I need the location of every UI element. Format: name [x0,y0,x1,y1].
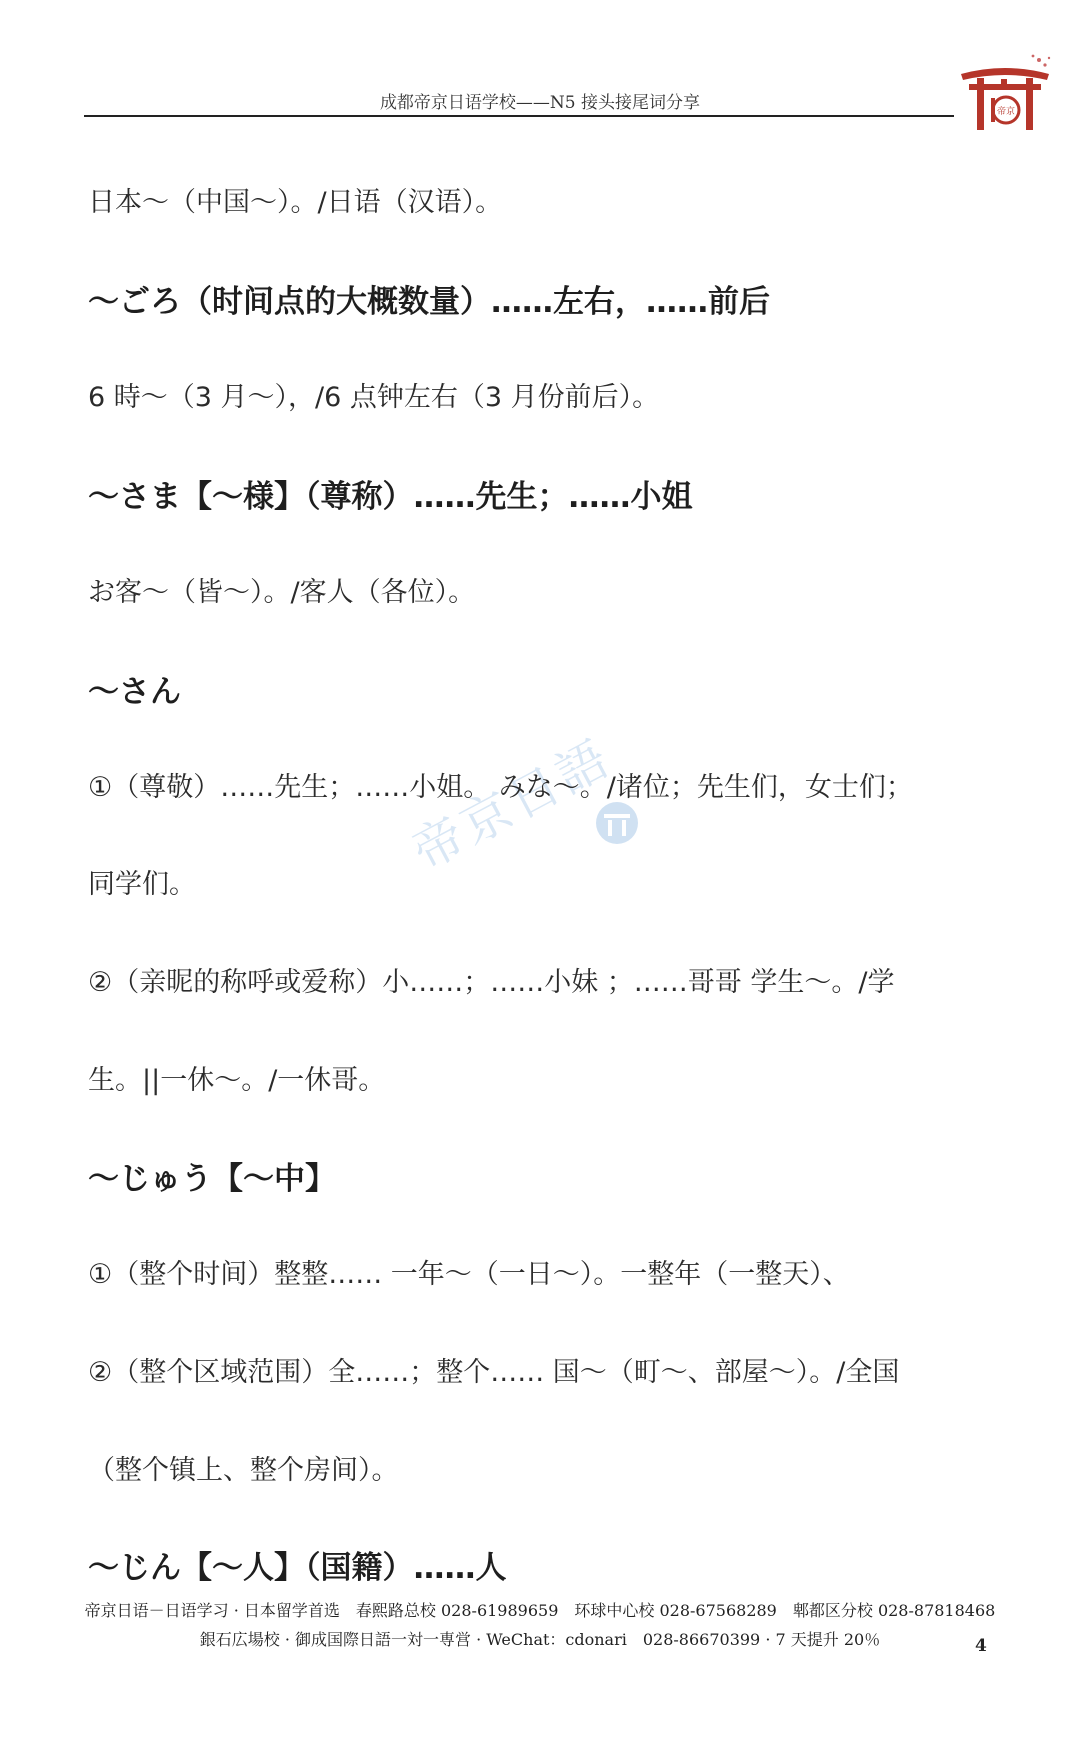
body-text-line: （整个镇上、整个房间）。 [88,1455,399,1486]
section-heading-jin: ～じん【～人】（国籍）……人 [88,1550,507,1586]
body-text-line: 同学们。 [88,869,196,900]
body-text-line: ②（整个区域范围）全……；整个…… 国～（町～、部屋～）。/全国 [88,1357,900,1388]
body-text-line: ①（尊敬）……先生；……小姐。 みな～。/诸位；先生们，女士们； [88,772,913,803]
logo-text: 帝京 [996,107,1016,117]
header-title: 成都帝京日语学校——N5 接头接尾词分享 [379,93,701,113]
footer-contact-line: 帝京日语－日语学习 · 日本留学首选 春熙路总校 028-61989659 环球中心校 028-67568289 郫都区分校 028-87818468 [84,1601,996,1620]
body-text-line: 日本～（中国～）。/日语（汉语）。 [88,187,503,218]
body-text-line: 生。||一休～。/一休哥。 [88,1065,386,1096]
page-number: 4 [975,1636,987,1656]
section-heading-goro: ～ごろ（时间点的大概数量）……左右，……前后 [88,284,770,320]
section-heading-juu: ～じゅう【～中】 [88,1161,336,1197]
footer-contact-line: 銀石広場校 · 御成国際日語一対一専営 · WeChat：cdonari 028-86670399 · 7 天提升 20％ [199,1630,881,1649]
watermark-logo-icon [594,800,640,846]
body-text-line: 6 時～（3 月～），/6 点钟左右（3 月份前后）。 [88,382,660,413]
body-text-line: ②（亲昵的称呼或爱称）小……；……小妹 ；……哥哥 学生～。/学 [88,967,895,998]
body-text-line: ①（整个时间）整整…… 一年～（一日～）。一整年（一整天）、 [88,1259,850,1290]
body-text-line: お客～（皆～）。/客人（各位）。 [88,577,476,608]
watermark-text: 帝京日語 [403,728,622,881]
section-heading-san: ～さん [88,674,181,710]
header-divider [84,115,954,117]
school-logo-torii-icon [955,52,1055,132]
section-heading-sama: ～さま【～様】（尊称）……先生；……小姐 [88,479,693,515]
